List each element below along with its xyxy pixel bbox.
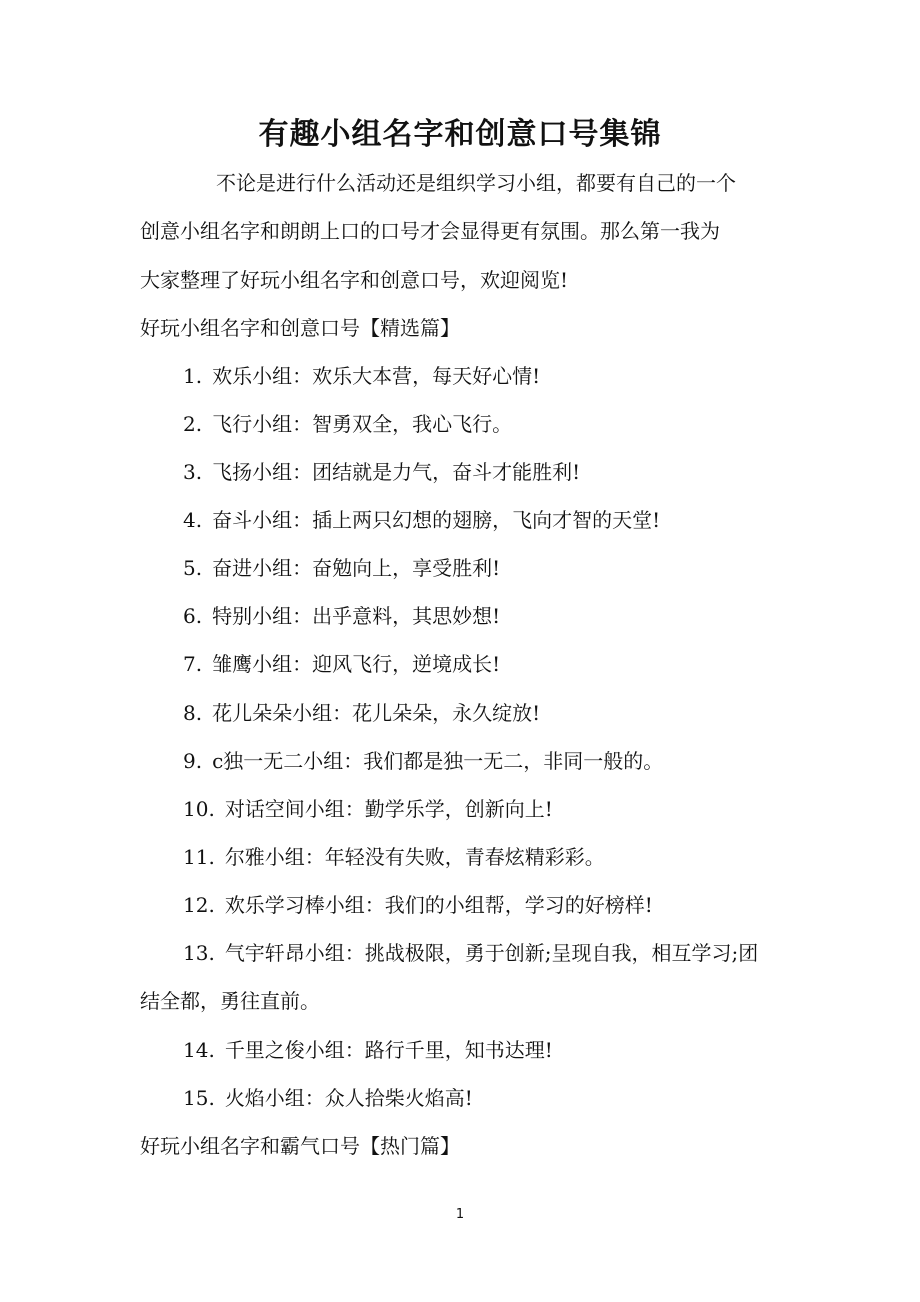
list-item-number: 14. — [183, 1038, 215, 1062]
list-item-number: 8. — [183, 701, 203, 725]
list-item — [183, 938, 758, 968]
list-item-text: 花儿朵朵小组：花儿朵朵，永久绽放! — [212, 701, 541, 725]
list-item-text: 结全都，勇往直前。 — [140, 989, 320, 1013]
list-item — [183, 698, 540, 728]
list-item-number: 11. — [183, 845, 215, 869]
list-item-text: 千里之俊小组：路行千里，知书达理! — [224, 1038, 553, 1062]
list-item — [183, 1083, 473, 1113]
list-item — [183, 409, 512, 439]
page-number: 1 — [455, 1207, 465, 1222]
intro-line-3: 大家整理了好玩小组名字和创意口号，欢迎阅览! — [140, 268, 569, 292]
list-item-number: 12. — [183, 893, 215, 917]
list-item-text: 奋进小组：奋勉向上，享受胜利! — [212, 556, 501, 580]
list-item — [183, 553, 500, 583]
list-item-number: 4. — [183, 508, 203, 532]
list-item — [183, 649, 500, 679]
list-item-text: 飞扬小组：团结就是力气，奋斗才能胜利! — [212, 460, 581, 484]
list-item-text: 飞行小组：智勇双全，我心飞行。 — [212, 412, 513, 436]
list-item — [183, 746, 663, 776]
list-item-number: 3. — [183, 460, 203, 484]
list-item-number: 15. — [183, 1086, 215, 1110]
list-item-number: 13. — [183, 941, 215, 965]
list-item — [183, 457, 580, 487]
list-item-continuation — [140, 986, 320, 1016]
list-item-number: 5. — [183, 556, 203, 580]
list-item — [183, 1035, 553, 1065]
list-item-number: 1. — [183, 364, 203, 388]
list-item-number: 10. — [183, 797, 215, 821]
list-item — [183, 794, 553, 824]
list-item — [183, 601, 500, 631]
list-item-number: 9. — [183, 749, 203, 773]
list-item-text: 奋斗小组：插上两只幻想的翅膀，飞向才智的天堂! — [212, 508, 661, 532]
list-item-text: 特别小组：出乎意料，其思妙想! — [212, 604, 501, 628]
list-item-number: 2. — [183, 412, 203, 436]
document-title: 有趣小组名字和创意口号集锦 — [258, 117, 662, 152]
list-item-text: 气宇轩昂小组：挑战极限，勇于创新;呈现自我，相互学习;团 — [224, 941, 759, 965]
list-item-text: 尔雅小组：年轻没有失败，青春炫精彩彩。 — [224, 845, 605, 869]
section-heading-popular: 好玩小组名字和霸气口号【热门篇】 — [140, 1134, 460, 1158]
list-item-text: c独一无二小组：我们都是独一无二，非同一般的。 — [212, 749, 664, 773]
list-item-text: 欢乐小组：欢乐大本营，每天好心情! — [212, 364, 541, 388]
intro-line-2: 创意小组名字和朗朗上口的口号才会显得更有氛围。那么第一我为 — [140, 219, 720, 243]
list-item-text: 对话空间小组：勤学乐学，创新向上! — [224, 797, 553, 821]
list-item — [183, 505, 660, 535]
list-item — [183, 890, 653, 920]
list-item — [183, 842, 605, 872]
list-item — [183, 361, 540, 391]
list-item-text: 雏鹰小组：迎风飞行，逆境成长! — [212, 652, 501, 676]
list-item-number: 7. — [183, 652, 203, 676]
intro-line-1: 不论是进行什么活动还是组织学习小组，都要有自己的一个 — [216, 171, 736, 195]
list-item-text: 火焰小组：众人拾柴火焰高! — [224, 1086, 473, 1110]
list-item-text: 欢乐学习棒小组：我们的小组帮，学习的好榜样! — [224, 893, 653, 917]
list-item-number: 6. — [183, 604, 203, 628]
section-heading-featured: 好玩小组名字和创意口号【精选篇】 — [140, 316, 460, 340]
